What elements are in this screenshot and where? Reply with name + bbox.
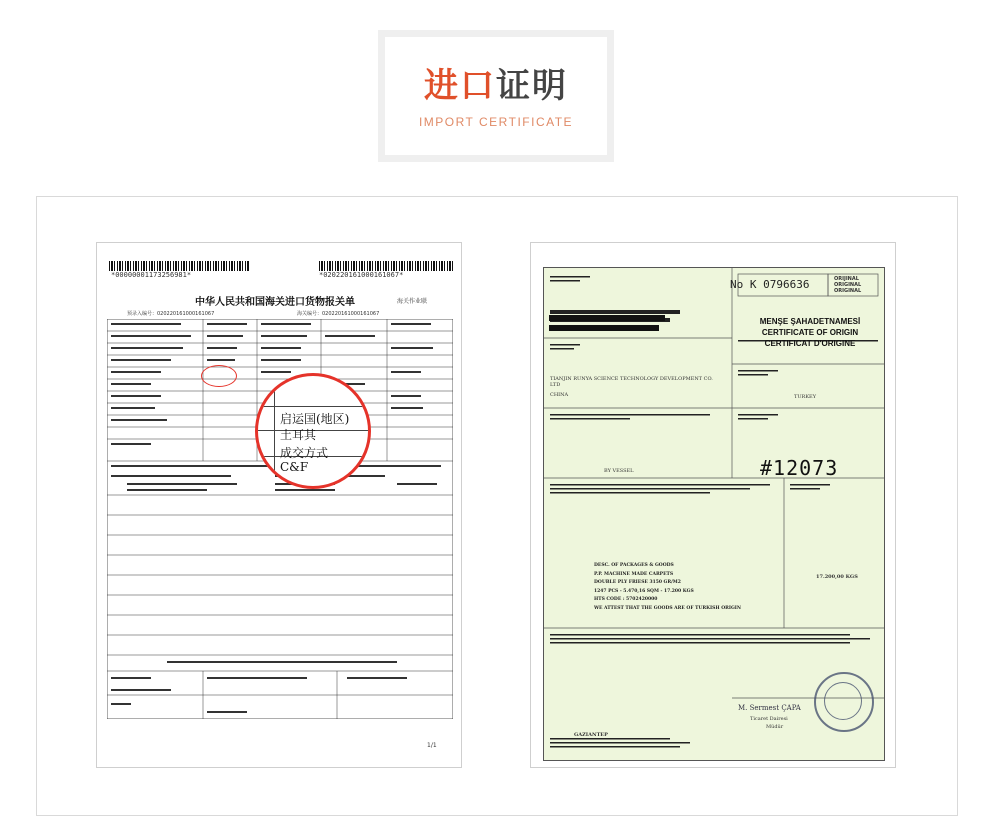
cert-office: Ticaret Dairesi [750, 716, 788, 722]
header-inner [385, 37, 607, 155]
title-part2: 证明 [496, 66, 568, 106]
desc-line-5: HTS CODE : 5702420000 [594, 597, 658, 602]
cert-original-label: ORIJINAL ORIGINAL ORIGINAL [834, 276, 862, 294]
redaction-bar-2 [549, 325, 659, 331]
cert-role: Müdür [766, 724, 784, 730]
certificate-of-origin-image [530, 242, 896, 768]
customs-no: 海关编号：020220161000161067 [297, 311, 380, 317]
cert-country-origin: TURKEY [794, 394, 816, 400]
desc-line-1: DESC. OF PACKAGES & GOODS [594, 563, 674, 568]
desc-line-4: 1247 PCS - 5.470,16 SQM - 17.200 KGS [594, 588, 694, 594]
desc-line-2: P.P. MACHINE MADE CARPETS [594, 571, 674, 577]
cert-gazantep: GAZIANTEP [574, 732, 608, 738]
barcode-left [109, 261, 249, 271]
customs-declaration-image [96, 242, 462, 768]
official-seal [814, 672, 874, 732]
cert-title-en: CERTIFICATE OF ORIGIN [761, 328, 859, 337]
small-stamp-ring [201, 365, 237, 387]
cert-consignee: TIANJIN RUNYA SCIENCE TECHNOLOGY DEVELOPMENT CO. LTD [550, 376, 713, 388]
stamp-text-country: 土耳其 [280, 428, 317, 442]
cert-reference-number: #12073 [760, 456, 839, 480]
page-number: 1/1 [427, 742, 437, 749]
cert-goods-description [594, 562, 741, 613]
cert-transport: BY VESSEL [604, 468, 634, 474]
cert-title-fr: CERTIFICAT D'ORIGINE [764, 339, 856, 348]
cert-signature: M. Sermest ÇAPA [738, 704, 801, 712]
cert-title [740, 316, 880, 349]
barcode-left-text: *00000001173256981* [111, 271, 192, 279]
page-subtitle: IMPORT CERTIFICATE [418, 115, 574, 129]
barcode-right-text: *020220161000161067* [319, 271, 404, 279]
cert-consignee-country: CHINA [550, 392, 569, 398]
certificate-body [543, 267, 885, 761]
stamp-text-terms: C&F [280, 460, 309, 474]
header-box [378, 30, 614, 162]
cert-weight: 17.200,00 KGS [816, 574, 858, 580]
desc-line-3: DOUBLE PLY FRIESE 3150 GR/M2 [594, 580, 681, 585]
cert-number: No K 0796636 [730, 278, 810, 291]
customs-form-note: 海关作业联 [397, 298, 428, 305]
customs-form-title: 中华人民共和国海关进口货物报关单 [195, 297, 355, 308]
cert-title-tr: MENŞE ŞAHADETNAMESİ [759, 317, 861, 326]
prerecord-no: 预录入编号：020220161000161067 [127, 311, 215, 317]
page-title [385, 65, 607, 107]
customs-form-grid [107, 319, 453, 719]
title-part1: 进口 [424, 66, 496, 106]
zoom-stamp [255, 373, 371, 489]
stamp-text-terms-label: 成交方式 [280, 446, 329, 460]
stamp-text-origin-label: 启运国(地区) [280, 412, 350, 426]
redaction-bar-1 [549, 315, 665, 321]
barcode-right [319, 261, 453, 271]
desc-line-6: WE ATTEST THAT THE GOODS ARE OF TURKISH ORIGIN [594, 605, 742, 611]
